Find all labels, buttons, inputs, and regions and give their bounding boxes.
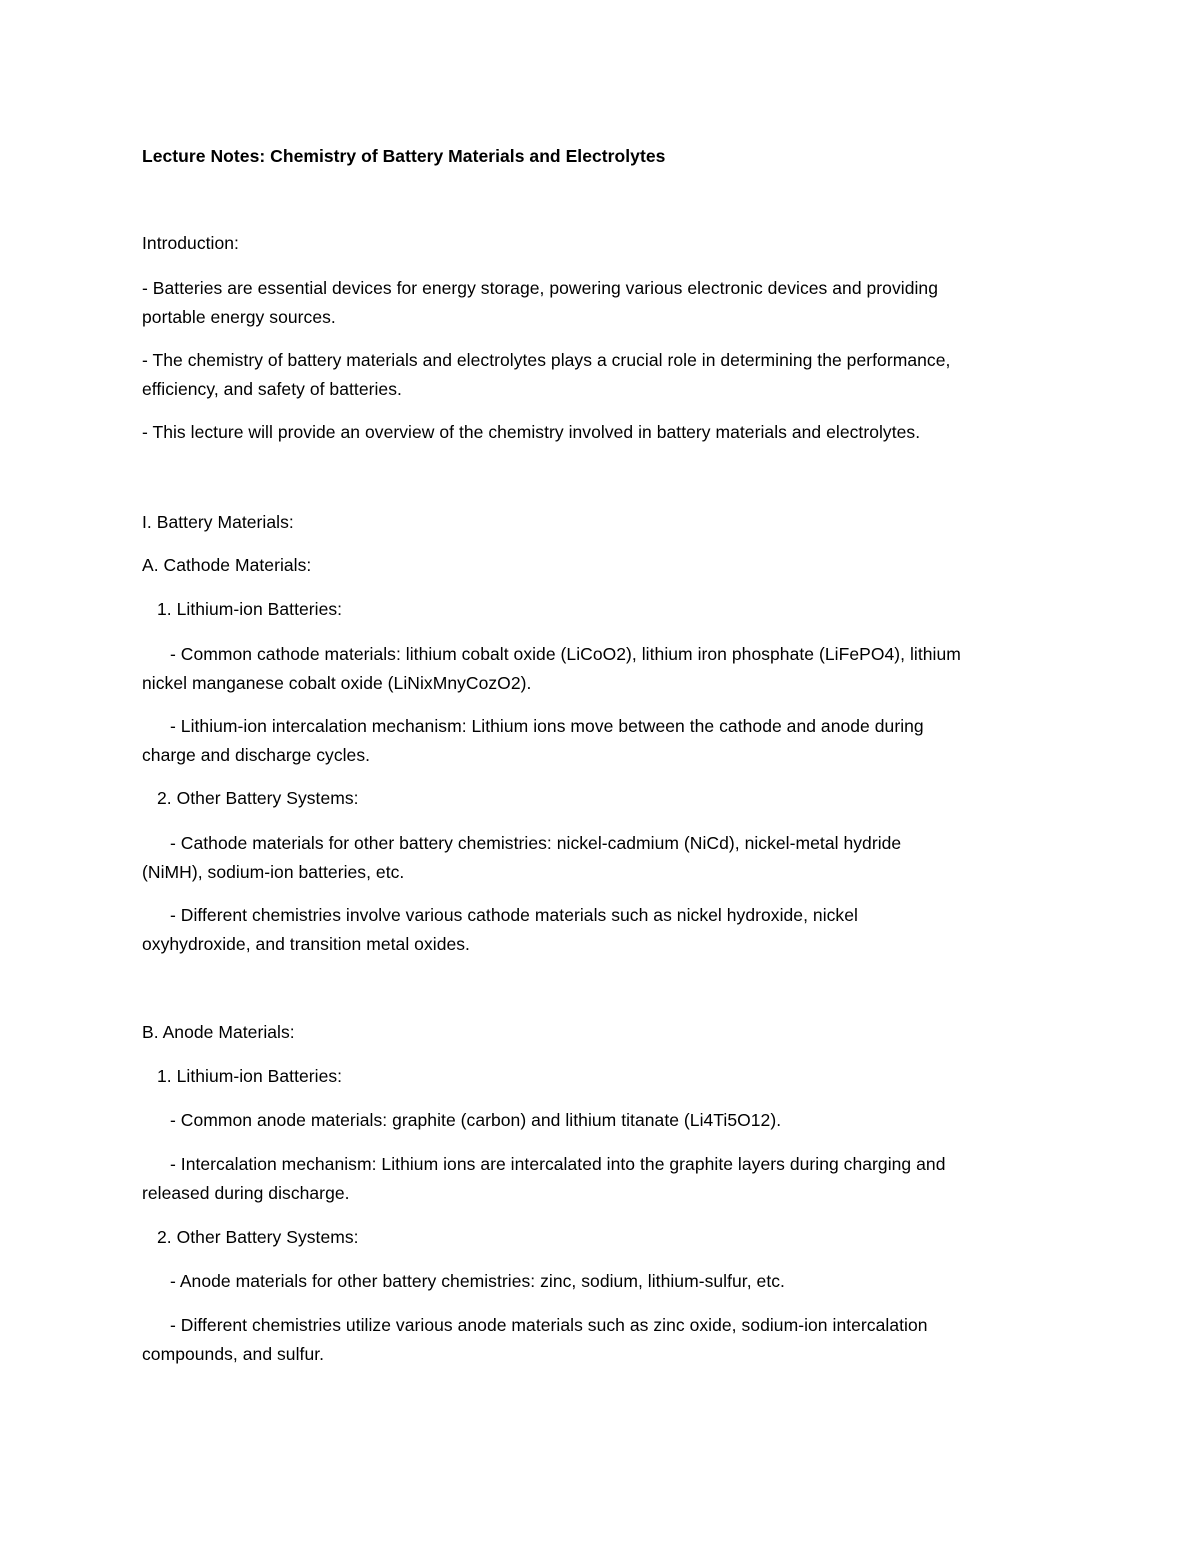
subsection-heading-anode: B. Anode Materials: [142, 1022, 295, 1042]
cathode-lithium-ion-bullet-1-line-1: - Common cathode materials: lithium cobalt oxide (LiCoO2), lithium iron phosphate (LiFePO4), lithium [170, 644, 961, 664]
cathode-other-bullet-2-line-2: oxyhydroxide, and transition metal oxides. [142, 934, 470, 954]
cathode-other-heading: 2. Other Battery Systems: [157, 788, 359, 808]
subsection-heading-cathode: A. Cathode Materials: [142, 555, 312, 575]
cathode-other-bullet-2-line-1: - Different chemistries involve various cathode materials such as nickel hydroxide, nickel [170, 905, 858, 925]
anode-lithium-ion-bullet-1: - Common anode materials: graphite (carbon) and lithium titanate (Li4Ti5O12). [170, 1110, 782, 1130]
intro-bullet-1-line-1: - Batteries are essential devices for energy storage, powering various electronic devices and providing [142, 278, 938, 298]
section-heading-battery-materials: I. Battery Materials: [142, 512, 294, 532]
anode-lithium-ion-bullet-2-line-1: - Intercalation mechanism: Lithium ions are intercalated into the graphite layers during charging and [170, 1154, 946, 1174]
intro-bullet-1-line-2: portable energy sources. [142, 307, 336, 327]
intro-bullet-3: - This lecture will provide an overview of the chemistry involved in battery materials and electrolytes. [142, 422, 921, 442]
anode-other-bullet-2-line-1: - Different chemistries utilize various anode materials such as zinc oxide, sodium-ion intercalation [170, 1315, 928, 1335]
anode-other-bullet-2-line-2: compounds, and sulfur. [142, 1344, 325, 1364]
cathode-lithium-ion-bullet-1-line-2: nickel manganese cobalt oxide (LiNixMnyCozO2). [142, 673, 532, 693]
anode-other-bullet-1: - Anode materials for other battery chemistries: zinc, sodium, lithium-sulfur, etc. [170, 1271, 785, 1291]
intro-heading: Introduction: [142, 233, 239, 253]
anode-other-heading: 2. Other Battery Systems: [157, 1227, 359, 1247]
intro-bullet-2-line-2: efficiency, and safety of batteries. [142, 379, 402, 399]
cathode-other-bullet-1-line-1: - Cathode materials for other battery chemistries: nickel-cadmium (NiCd), nickel-metal hydride [170, 833, 902, 853]
cathode-lithium-ion-bullet-2-line-2: charge and discharge cycles. [142, 745, 371, 765]
cathode-other-bullet-1-line-2: (NiMH), sodium-ion batteries, etc. [142, 862, 405, 882]
cathode-lithium-ion-heading: 1. Lithium-ion Batteries: [157, 599, 343, 619]
anode-lithium-ion-bullet-2-line-2: released during discharge. [142, 1183, 350, 1203]
document-title: Lecture Notes: Chemistry of Battery Materials and Electrolytes [142, 146, 666, 166]
anode-lithium-ion-heading: 1. Lithium-ion Batteries: [157, 1066, 343, 1086]
cathode-lithium-ion-bullet-2-line-1: - Lithium-ion intercalation mechanism: Lithium ions move between the cathode and anode during [170, 716, 924, 736]
intro-bullet-2-line-1: - The chemistry of battery materials and electrolytes plays a crucial role in determining the performance, [142, 350, 951, 370]
